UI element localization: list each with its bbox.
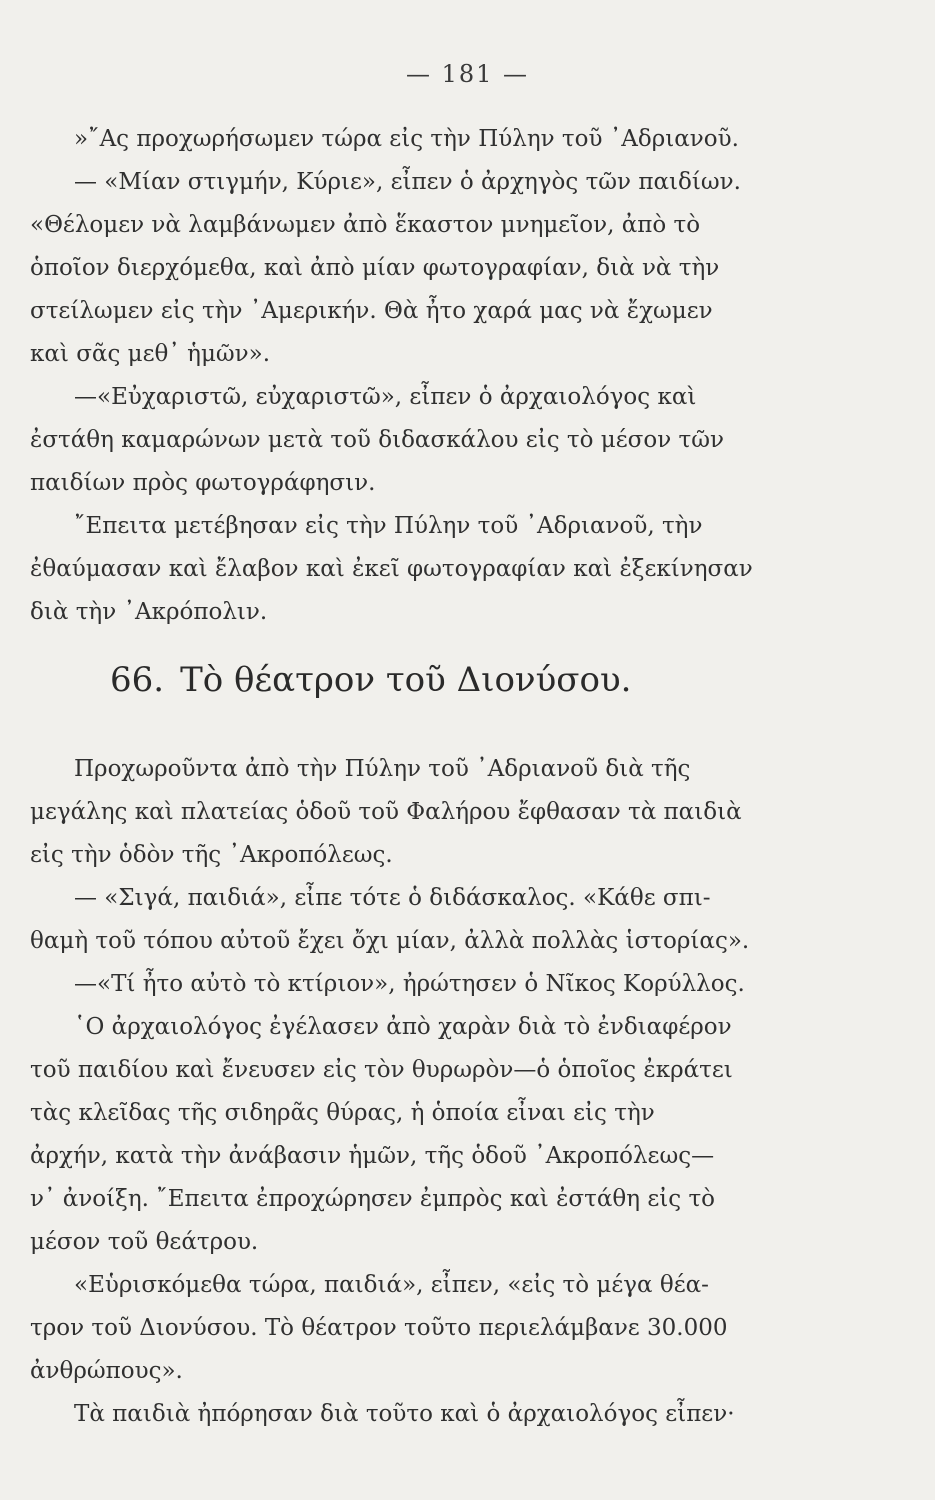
text-line: μεγάλης καὶ πλατείας ὁδοῦ τοῦ Φαλήρου ἔφθασαν τὰ παιδιὰ (30, 799, 742, 825)
section-text-after-heading (30, 748, 790, 1436)
text-line: ῎Επειτα μετέβησαν εἰς τὴν Πύλην τοῦ ᾿Αδριανοῦ, τὴν (74, 513, 703, 539)
text-line: εἰς τὴν ὁδὸν τῆς ᾿Ακροπόλεως. (30, 842, 393, 868)
page-number: — 181 — (405, 60, 530, 88)
text-line: τρον τοῦ Διονύσου. Τὸ θέατρον τοῦτο περιελάμβανε 30.000 (30, 1315, 728, 1341)
text-line: ὁποῖον διερχόμεθα, καὶ ἀπὸ μίαν φωτογραφίαν, διὰ νὰ τὴν (30, 255, 720, 281)
section-text-before-heading (30, 118, 790, 634)
section-number: 66. (110, 660, 165, 700)
text-line: —«Εὐχαριστῶ, εὐχαριστῶ», εἶπεν ὁ ἀρχαιολόγος καὶ (74, 384, 697, 410)
text-line: «Θέλομεν νὰ λαμβάνωμεν ἀπὸ ἕκαστον μνημεῖον, ἀπὸ τὸ (30, 212, 701, 238)
section-heading (110, 655, 810, 705)
text-line: —«Τί ἦτο αὐτὸ τὸ κτίριον», ἠρώτησεν ὁ Νῖκος Κορύλλος. (74, 971, 745, 997)
text-line: τὰς κλεῖδας τῆς σιδηρᾶς θύρας, ἡ ὁποία εἶναι εἰς τὴν (30, 1100, 655, 1126)
text-line: «Εὑρισκόμεθα τώρα, παιδιά», εἶπεν, «εἰς τὸ μέγα θέα- (74, 1272, 709, 1298)
text-line: ν᾿ ἀνοίξη. ῎Επειτα ἐπροχώρησεν ἐμπρὸς καὶ ἐστάθη εἰς τὸ (30, 1186, 716, 1212)
text-line: Τὰ παιδιὰ ἠπόρησαν διὰ τοῦτο καὶ ὁ ἀρχαιολόγος εἶπεν· (74, 1401, 735, 1427)
text-line: μέσον τοῦ θεάτρου. (30, 1229, 259, 1255)
text-line: ἐστάθη καμαρώνων μετὰ τοῦ διδασκάλου εἰς τὸ μέσον τῶν (30, 427, 724, 453)
text-line: Προχωροῦντα ἀπὸ τὴν Πύλην τοῦ ᾿Αδριανοῦ διὰ τῆς (74, 756, 691, 782)
section-title: Τὸ θέατρον τοῦ Διονύσου. (180, 660, 632, 700)
text-line: — «Σιγά, παιδιά», εἶπε τότε ὁ διδάσκαλος. «Κάθε σπι- (74, 885, 711, 911)
text-line: στείλωμεν εἰς τὴν ᾿Αμερικήν. Θὰ ἦτο χαρά μας νὰ ἔχωμεν (30, 298, 713, 324)
text-line: ἀνθρώπους». (30, 1358, 183, 1384)
text-line: παιδίων πρὸς φωτογράφησιν. (30, 470, 376, 496)
text-line: — «Μίαν στιγμήν, Κύριε», εἶπεν ὁ ἀρχηγὸς τῶν παιδίων. (74, 169, 741, 195)
text-line: διὰ τὴν ᾿Ακρόπολιν. (30, 599, 268, 625)
text-line: ἀρχήν, κατὰ τὴν ἀνάβασιν ἡμῶν, τῆς ὁδοῦ ᾿Ακροπόλεως— (30, 1143, 715, 1169)
text-line: »῎Ας προχωρήσωμεν τώρα εἰς τὴν Πύλην τοῦ ᾿Αδριανοῦ. (74, 126, 739, 152)
text-line: ῾Ο ἀρχαιολόγος ἐγέλασεν ἀπὸ χαρὰν διὰ τὸ ἐνδιαφέρον (74, 1014, 732, 1040)
text-line: ἐθαύμασαν καὶ ἔλαβον καὶ ἐκεῖ φωτογραφίαν καὶ ἐξεκίνησαν (30, 556, 753, 582)
text-line: θαμὴ τοῦ τόπου αὐτοῦ ἔχει ὄχι μίαν, ἀλλὰ πολλὰς ἱστορίας». (30, 928, 750, 954)
text-line: καὶ σᾶς μεθ᾿ ἡμῶν». (30, 341, 271, 367)
text-line: τοῦ παιδίου καὶ ἔνευσεν εἰς τὸν θυρωρὸν—ὁ ὁποῖος ἐκράτει (30, 1057, 733, 1083)
